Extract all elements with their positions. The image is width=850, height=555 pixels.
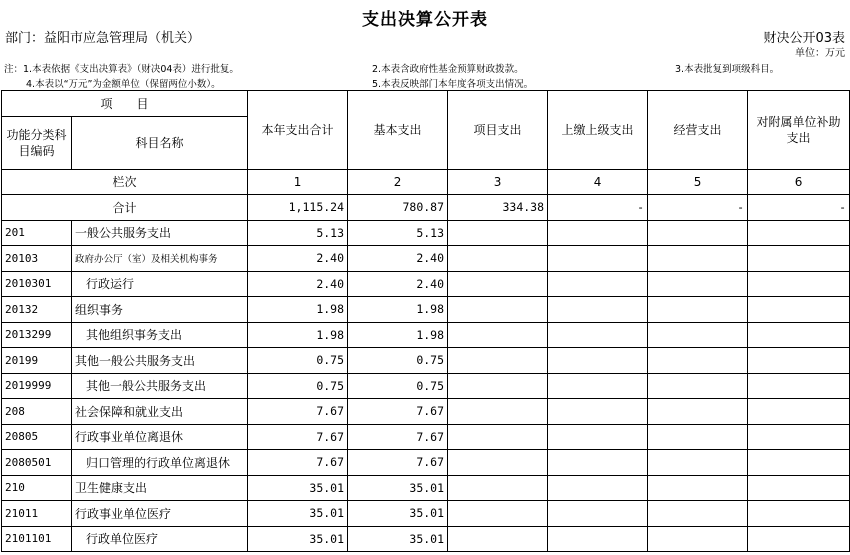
row-name: 行政单位医疗 [72, 526, 248, 552]
sum-upper: - [548, 195, 648, 221]
row-business [648, 348, 748, 374]
row-code: 20805 [2, 424, 72, 450]
unit-label: 单位：万元 [795, 48, 845, 59]
sum-project: 334.38 [448, 195, 548, 221]
row-code: 2019999 [2, 373, 72, 399]
row-business [648, 526, 748, 552]
row-business [648, 424, 748, 450]
row-name: 组织事务 [72, 297, 248, 323]
sum-label: 合计 [2, 195, 248, 221]
header-row [2, 91, 850, 117]
header-item: 项 目 [2, 91, 248, 117]
column-index-row [2, 169, 850, 195]
row-code: 208 [2, 399, 72, 425]
note-2: 2.本表含政府性基金预算财政拨款。 [372, 64, 524, 75]
row-basic: 35.01 [348, 475, 448, 501]
row-project [448, 297, 548, 323]
row-code: 20103 [2, 246, 72, 272]
row-business [648, 297, 748, 323]
header-total: 本年支出合计 [248, 91, 348, 170]
row-upper [548, 526, 648, 552]
row-total: 2.40 [248, 246, 348, 272]
row-upper [548, 322, 648, 348]
table-row [2, 297, 850, 323]
table-row [2, 373, 850, 399]
expenditure-table [1, 90, 850, 552]
row-project [448, 501, 548, 527]
header-basic: 基本支出 [348, 91, 448, 170]
row-basic: 7.67 [348, 399, 448, 425]
col-index-label: 栏次 [2, 169, 248, 195]
header-upper: 上缴上级支出 [548, 91, 648, 170]
row-code: 2013299 [2, 322, 72, 348]
sum-basic: 780.87 [348, 195, 448, 221]
form-number: 财决公开03表 [763, 31, 845, 46]
row-subsidy [748, 450, 850, 476]
row-business [648, 373, 748, 399]
col-index-5: 5 [648, 169, 748, 195]
row-name: 行政事业单位医疗 [72, 501, 248, 527]
note-3: 3.本表批复到项级科目。 [675, 64, 780, 75]
row-code: 2010301 [2, 271, 72, 297]
header-project: 项目支出 [448, 91, 548, 170]
row-name: 行政事业单位离退休 [72, 424, 248, 450]
row-code: 21011 [2, 501, 72, 527]
row-project [448, 424, 548, 450]
row-subsidy [748, 246, 850, 272]
row-basic: 35.01 [348, 501, 448, 527]
row-upper [548, 246, 648, 272]
row-project [448, 399, 548, 425]
row-subsidy [748, 348, 850, 374]
row-subsidy [748, 297, 850, 323]
row-project [448, 322, 548, 348]
row-project [448, 348, 548, 374]
row-project [448, 450, 548, 476]
row-project [448, 220, 548, 246]
row-basic: 1.98 [348, 322, 448, 348]
row-name: 其他组织事务支出 [72, 322, 248, 348]
row-business [648, 246, 748, 272]
table-row [2, 271, 850, 297]
table-row [2, 475, 850, 501]
table-row [2, 501, 850, 527]
row-upper [548, 399, 648, 425]
row-total: 1.98 [248, 322, 348, 348]
row-name: 一般公共服务支出 [72, 220, 248, 246]
row-name: 卫生健康支出 [72, 475, 248, 501]
col-index-6: 6 [748, 169, 850, 195]
row-business [648, 271, 748, 297]
row-total: 7.67 [248, 399, 348, 425]
note-1: 注：1.本表依据《支出决算表》（财决04表）进行批复。 [4, 64, 239, 75]
row-basic: 7.67 [348, 450, 448, 476]
row-name: 其他一般公共服务支出 [72, 348, 248, 374]
row-total: 0.75 [248, 348, 348, 374]
row-name: 其他一般公共服务支出 [72, 373, 248, 399]
row-business [648, 220, 748, 246]
row-subsidy [748, 475, 850, 501]
row-code: 210 [2, 475, 72, 501]
row-upper [548, 424, 648, 450]
table-row [2, 246, 850, 272]
row-basic: 2.40 [348, 271, 448, 297]
row-total: 35.01 [248, 501, 348, 527]
row-subsidy [748, 220, 850, 246]
row-project [448, 373, 548, 399]
row-code: 20199 [2, 348, 72, 374]
row-upper [548, 271, 648, 297]
header-subsidy: 对附属单位补助支出 [748, 91, 850, 170]
note-4: 4.本表以“万元”为金额单位（保留两位小数）。 [26, 79, 221, 90]
row-name: 政府办公厅（室）及相关机构事务 [72, 246, 248, 272]
row-total: 1.98 [248, 297, 348, 323]
col-index-4: 4 [548, 169, 648, 195]
row-code: 2101101 [2, 526, 72, 552]
row-business [648, 501, 748, 527]
row-total: 35.01 [248, 475, 348, 501]
row-basic: 1.98 [348, 297, 448, 323]
page-title: 支出决算公开表 [362, 10, 488, 30]
row-subsidy [748, 501, 850, 527]
row-upper [548, 220, 648, 246]
note-5: 5.本表反映部门本年度各项支出情况。 [372, 79, 534, 90]
row-project [448, 475, 548, 501]
row-total: 0.75 [248, 373, 348, 399]
table-row [2, 424, 850, 450]
row-name: 社会保障和就业支出 [72, 399, 248, 425]
col-index-1: 1 [248, 169, 348, 195]
row-basic: 7.67 [348, 424, 448, 450]
row-upper [548, 450, 648, 476]
row-total: 35.01 [248, 526, 348, 552]
department-label: 部门：益阳市应急管理局（机关） [5, 31, 201, 46]
table-row [2, 399, 850, 425]
table-row [2, 526, 850, 552]
row-project [448, 526, 548, 552]
row-total: 5.13 [248, 220, 348, 246]
row-upper [548, 373, 648, 399]
row-subsidy [748, 271, 850, 297]
table-row [2, 322, 850, 348]
row-code: 201 [2, 220, 72, 246]
row-project [448, 246, 548, 272]
row-subsidy [748, 373, 850, 399]
row-upper [548, 297, 648, 323]
row-business [648, 322, 748, 348]
sum-subsidy: - [748, 195, 850, 221]
header-business: 经营支出 [648, 91, 748, 170]
row-upper [548, 475, 648, 501]
row-total: 7.67 [248, 450, 348, 476]
row-basic: 2.40 [348, 246, 448, 272]
row-name: 行政运行 [72, 271, 248, 297]
table-row [2, 450, 850, 476]
row-subsidy [748, 424, 850, 450]
row-total: 7.67 [248, 424, 348, 450]
row-upper [548, 348, 648, 374]
row-basic: 35.01 [348, 526, 448, 552]
header-name: 科目名称 [72, 116, 248, 169]
row-code: 2080501 [2, 450, 72, 476]
row-business [648, 450, 748, 476]
row-subsidy [748, 399, 850, 425]
row-upper [548, 501, 648, 527]
row-project [448, 271, 548, 297]
row-total: 2.40 [248, 271, 348, 297]
row-subsidy [748, 526, 850, 552]
row-business [648, 399, 748, 425]
sum-total: 1,115.24 [248, 195, 348, 221]
row-basic: 0.75 [348, 348, 448, 374]
table-row [2, 220, 850, 246]
col-index-3: 3 [448, 169, 548, 195]
col-index-2: 2 [348, 169, 448, 195]
row-subsidy [748, 322, 850, 348]
sum-row [2, 195, 850, 221]
header-code: 功能分类科目编码 [2, 116, 72, 169]
table-row [2, 348, 850, 374]
sum-business: - [648, 195, 748, 221]
row-business [648, 475, 748, 501]
row-name: 归口管理的行政单位离退休 [72, 450, 248, 476]
row-basic: 5.13 [348, 220, 448, 246]
row-code: 20132 [2, 297, 72, 323]
row-basic: 0.75 [348, 373, 448, 399]
